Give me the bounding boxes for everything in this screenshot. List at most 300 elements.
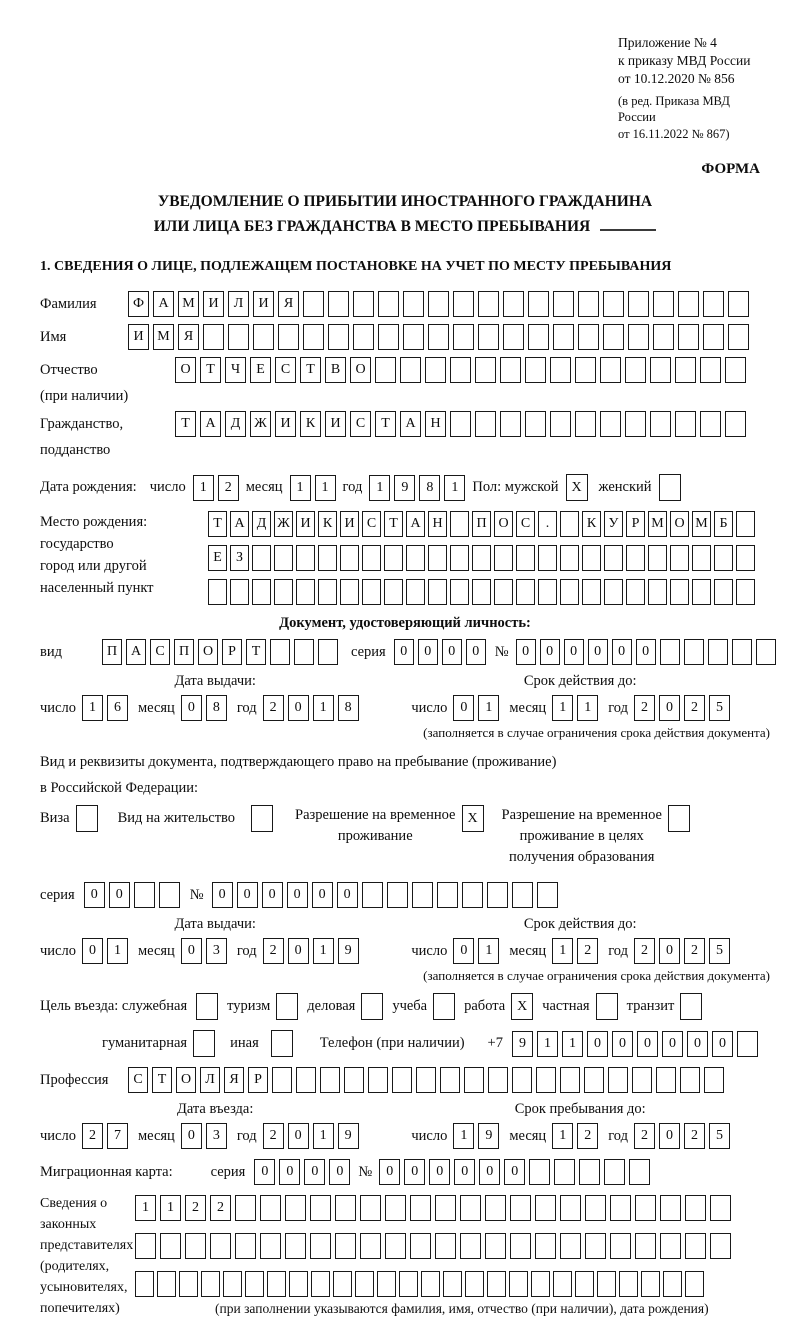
char-cell-filled[interactable]: О (494, 511, 513, 537)
char-cell-filled[interactable]: Я (178, 324, 199, 350)
char-cell-empty[interactable] (320, 1067, 340, 1093)
char-cell-empty[interactable] (412, 882, 433, 908)
staydoc-valid-day[interactable] (453, 938, 499, 964)
char-cell-empty[interactable] (478, 324, 499, 350)
char-cell-empty[interactable] (692, 579, 711, 605)
char-cell-empty[interactable] (475, 357, 496, 383)
char-cell-empty[interactable] (626, 579, 645, 605)
char-cell-filled[interactable]: 0 (712, 1031, 733, 1057)
char-cell-empty[interactable] (550, 411, 571, 437)
char-cell-empty[interactable] (736, 579, 755, 605)
birthplace-row3[interactable] (208, 579, 755, 605)
char-cell-empty[interactable] (160, 1233, 181, 1259)
char-cell-filled[interactable]: С (150, 639, 170, 665)
char-cell-filled[interactable]: 0 (429, 1159, 450, 1185)
staydoc-valid-year[interactable] (634, 938, 730, 964)
char-cell-empty[interactable] (310, 1195, 331, 1221)
char-cell-filled[interactable]: 0 (404, 1159, 425, 1185)
char-cell-filled[interactable]: Ч (225, 357, 246, 383)
checkbox-male[interactable] (566, 474, 588, 501)
char-cell-empty[interactable] (433, 993, 455, 1020)
char-cell-filled[interactable]: 1 (107, 938, 128, 964)
entry-month[interactable] (181, 1123, 227, 1149)
char-cell-filled[interactable]: 1 (478, 695, 499, 721)
char-cell-empty[interactable] (485, 1233, 506, 1259)
char-cell-empty[interactable] (610, 1195, 631, 1221)
char-cell-empty[interactable] (378, 324, 399, 350)
char-cell-filled[interactable]: 6 (107, 695, 128, 721)
char-cell-empty[interactable] (582, 545, 601, 571)
char-cell-empty[interactable] (453, 291, 474, 317)
representatives-row3[interactable] (135, 1271, 731, 1297)
char-cell-filled[interactable]: 7 (107, 1123, 128, 1149)
char-cell-empty[interactable] (450, 545, 469, 571)
char-cell-filled[interactable]: Т (246, 639, 266, 665)
char-cell-empty[interactable] (575, 1271, 594, 1297)
char-cell-empty[interactable] (560, 545, 579, 571)
char-cell-filled[interactable]: 2 (634, 1123, 655, 1149)
char-cell-empty[interactable] (76, 805, 98, 832)
checkbox-residence[interactable] (251, 805, 273, 832)
char-cell-filled[interactable]: Р (626, 511, 645, 537)
char-cell-empty[interactable] (318, 545, 337, 571)
char-cell-filled[interactable]: 8 (206, 695, 227, 721)
staydoc-issue-month[interactable] (181, 938, 227, 964)
char-cell-filled[interactable]: Т (300, 357, 321, 383)
char-cell-filled[interactable]: С (516, 511, 535, 537)
birthplace-row2[interactable] (208, 545, 755, 571)
char-cell-empty[interactable] (584, 1067, 604, 1093)
char-cell-empty[interactable] (435, 1233, 456, 1259)
char-cell-empty[interactable] (512, 882, 533, 908)
char-cell-filled[interactable]: 9 (394, 475, 415, 501)
char-cell-filled[interactable]: 0 (181, 1123, 202, 1149)
char-cell-filled[interactable]: И (340, 511, 359, 537)
char-cell-filled[interactable]: 0 (181, 938, 202, 964)
char-cell-filled[interactable]: 0 (588, 639, 608, 665)
char-cell-filled[interactable]: Ж (274, 511, 293, 537)
checkbox-other[interactable] (271, 1030, 293, 1057)
char-cell-empty[interactable] (425, 357, 446, 383)
profession-field[interactable] (128, 1067, 724, 1093)
char-cell-filled[interactable]: 0 (636, 639, 656, 665)
char-cell-filled[interactable]: В (325, 357, 346, 383)
char-cell-empty[interactable] (736, 545, 755, 571)
char-cell-empty[interactable] (378, 291, 399, 317)
char-cell-filled[interactable]: 1 (562, 1031, 583, 1057)
char-cell-empty[interactable] (675, 357, 696, 383)
char-cell-filled[interactable]: 9 (338, 1123, 359, 1149)
checkbox-tourism[interactable] (276, 993, 298, 1020)
char-cell-filled[interactable]: 0 (659, 695, 680, 721)
char-cell-empty[interactable] (278, 324, 299, 350)
char-cell-filled[interactable]: 0 (254, 1159, 275, 1185)
char-cell-filled[interactable]: 0 (212, 882, 233, 908)
char-cell-filled[interactable]: К (318, 511, 337, 537)
char-cell-empty[interactable] (344, 1067, 364, 1093)
char-cell-empty[interactable] (428, 324, 449, 350)
char-cell-empty[interactable] (303, 324, 324, 350)
char-cell-empty[interactable] (406, 545, 425, 571)
char-cell-empty[interactable] (196, 993, 218, 1020)
char-cell-empty[interactable] (714, 579, 733, 605)
char-cell-empty[interactable] (756, 639, 776, 665)
char-cell-filled[interactable]: А (230, 511, 249, 537)
char-cell-filled[interactable]: Т (384, 511, 403, 537)
checkbox-work[interactable] (511, 993, 533, 1020)
char-cell-empty[interactable] (318, 639, 338, 665)
char-cell-empty[interactable] (685, 1271, 704, 1297)
checkbox-rvp[interactable] (462, 805, 484, 832)
char-cell-filled[interactable]: 1 (193, 475, 214, 501)
char-cell-filled[interactable]: 0 (479, 1159, 500, 1185)
char-cell-empty[interactable] (641, 1271, 660, 1297)
char-cell-empty[interactable] (653, 324, 674, 350)
char-cell-filled[interactable]: Я (224, 1067, 244, 1093)
char-cell-empty[interactable] (333, 1271, 352, 1297)
char-cell-filled[interactable]: И (203, 291, 224, 317)
char-cell-empty[interactable] (675, 411, 696, 437)
char-cell-empty[interactable] (600, 357, 621, 383)
char-cell-empty[interactable] (487, 882, 508, 908)
char-cell-empty[interactable] (437, 882, 458, 908)
char-cell-empty[interactable] (628, 324, 649, 350)
char-cell-empty[interactable] (728, 324, 749, 350)
char-cell-filled[interactable]: К (582, 511, 601, 537)
char-cell-filled[interactable]: Б (714, 511, 733, 537)
char-cell-empty[interactable] (560, 1067, 580, 1093)
iddoc-issue-month[interactable] (181, 695, 227, 721)
char-cell-filled[interactable]: 1 (313, 695, 334, 721)
char-cell-empty[interactable] (285, 1233, 306, 1259)
char-cell-filled[interactable]: И (325, 411, 346, 437)
char-cell-filled[interactable]: 0 (659, 1123, 680, 1149)
char-cell-empty[interactable] (353, 291, 374, 317)
char-cell-empty[interactable] (462, 882, 483, 908)
char-cell-filled[interactable]: 0 (466, 639, 486, 665)
char-cell-empty[interactable] (579, 1159, 600, 1185)
char-cell-empty[interactable] (494, 579, 513, 605)
char-cell-filled[interactable]: А (126, 639, 146, 665)
char-cell-filled[interactable]: 1 (552, 1123, 573, 1149)
char-cell-filled[interactable]: Е (250, 357, 271, 383)
char-cell-empty[interactable] (245, 1271, 264, 1297)
char-cell-filled[interactable]: О (176, 1067, 196, 1093)
char-cell-filled[interactable]: 0 (612, 1031, 633, 1057)
checkbox-business[interactable] (361, 993, 383, 1020)
char-cell-filled[interactable]: 2 (577, 1123, 598, 1149)
char-cell-filled[interactable]: 2 (684, 1123, 705, 1149)
char-cell-empty[interactable] (421, 1271, 440, 1297)
checkbox-private[interactable] (596, 993, 618, 1020)
char-cell-empty[interactable] (135, 1233, 156, 1259)
char-cell-filled[interactable]: Д (252, 511, 271, 537)
char-cell-filled[interactable]: 2 (185, 1195, 206, 1221)
char-cell-empty[interactable] (635, 1195, 656, 1221)
birth-day-field[interactable] (193, 475, 239, 501)
char-cell-empty[interactable] (714, 545, 733, 571)
char-cell-empty[interactable] (648, 545, 667, 571)
char-cell-empty[interactable] (252, 545, 271, 571)
char-cell-filled[interactable]: 1 (552, 938, 573, 964)
char-cell-empty[interactable] (510, 1195, 531, 1221)
iddoc-number-field[interactable] (516, 639, 776, 665)
char-cell-empty[interactable] (296, 1067, 316, 1093)
stay-day[interactable] (453, 1123, 499, 1149)
char-cell-filled[interactable]: 0 (453, 695, 474, 721)
char-cell-filled[interactable]: 3 (206, 1123, 227, 1149)
char-cell-filled[interactable]: 0 (84, 882, 105, 908)
char-cell-filled[interactable]: 0 (659, 938, 680, 964)
char-cell-empty[interactable] (560, 579, 579, 605)
fill-in-blank-line[interactable] (600, 217, 656, 231)
char-cell-empty[interactable] (604, 1159, 625, 1185)
char-cell-filled[interactable]: X (511, 993, 533, 1020)
checkbox-humanitarian[interactable] (193, 1030, 215, 1057)
char-cell-filled[interactable]: 2 (263, 695, 284, 721)
char-cell-empty[interactable] (289, 1271, 308, 1297)
char-cell-filled[interactable]: Т (208, 511, 227, 537)
char-cell-filled[interactable]: 0 (442, 639, 462, 665)
char-cell-empty[interactable] (453, 324, 474, 350)
checkbox-official[interactable] (196, 993, 218, 1020)
char-cell-empty[interactable] (585, 1233, 606, 1259)
char-cell-empty[interactable] (608, 1067, 628, 1093)
char-cell-filled[interactable]: X (566, 474, 588, 501)
char-cell-empty[interactable] (460, 1233, 481, 1259)
stay-year[interactable] (634, 1123, 730, 1149)
char-cell-empty[interactable] (260, 1233, 281, 1259)
char-cell-filled[interactable]: 0 (288, 695, 309, 721)
char-cell-filled[interactable]: 1 (315, 475, 336, 501)
char-cell-filled[interactable]: Ф (128, 291, 149, 317)
char-cell-empty[interactable] (362, 545, 381, 571)
char-cell-empty[interactable] (494, 545, 513, 571)
char-cell-filled[interactable]: О (670, 511, 689, 537)
entry-year[interactable] (263, 1123, 359, 1149)
char-cell-empty[interactable] (274, 579, 293, 605)
char-cell-empty[interactable] (328, 324, 349, 350)
staydoc-number-field[interactable] (212, 882, 558, 908)
staydoc-valid-month[interactable] (552, 938, 598, 964)
char-cell-filled[interactable]: 1 (444, 475, 465, 501)
char-cell-filled[interactable]: 0 (337, 882, 358, 908)
char-cell-filled[interactable]: М (178, 291, 199, 317)
char-cell-filled[interactable]: М (648, 511, 667, 537)
char-cell-empty[interactable] (560, 511, 579, 537)
char-cell-filled[interactable]: Е (208, 545, 227, 571)
char-cell-filled[interactable]: 1 (478, 938, 499, 964)
char-cell-filled[interactable]: П (174, 639, 194, 665)
phone-field[interactable] (512, 1031, 758, 1057)
char-cell-filled[interactable]: 0 (504, 1159, 525, 1185)
char-cell-empty[interactable] (340, 545, 359, 571)
char-cell-empty[interactable] (368, 1067, 388, 1093)
char-cell-empty[interactable] (736, 511, 755, 537)
char-cell-empty[interactable] (478, 291, 499, 317)
char-cell-filled[interactable]: 1 (537, 1031, 558, 1057)
char-cell-empty[interactable] (410, 1195, 431, 1221)
char-cell-empty[interactable] (728, 291, 749, 317)
char-cell-filled[interactable]: 9 (338, 938, 359, 964)
char-cell-empty[interactable] (668, 805, 690, 832)
char-cell-empty[interactable] (385, 1195, 406, 1221)
char-cell-empty[interactable] (604, 579, 623, 605)
char-cell-empty[interactable] (335, 1195, 356, 1221)
char-cell-empty[interactable] (384, 579, 403, 605)
char-cell-filled[interactable]: С (362, 511, 381, 537)
char-cell-empty[interactable] (670, 545, 689, 571)
char-cell-empty[interactable] (680, 1067, 700, 1093)
char-cell-empty[interactable] (604, 545, 623, 571)
char-cell-empty[interactable] (578, 291, 599, 317)
char-cell-empty[interactable] (353, 324, 374, 350)
char-cell-empty[interactable] (700, 411, 721, 437)
birthplace-row1[interactable] (208, 511, 755, 537)
char-cell-empty[interactable] (670, 579, 689, 605)
char-cell-empty[interactable] (537, 882, 558, 908)
char-cell-empty[interactable] (535, 1233, 556, 1259)
char-cell-filled[interactable]: 2 (684, 938, 705, 964)
char-cell-empty[interactable] (685, 1233, 706, 1259)
char-cell-empty[interactable] (509, 1271, 528, 1297)
char-cell-empty[interactable] (653, 291, 674, 317)
char-cell-filled[interactable]: 2 (82, 1123, 103, 1149)
char-cell-filled[interactable]: Р (248, 1067, 268, 1093)
char-cell-empty[interactable] (553, 324, 574, 350)
char-cell-empty[interactable] (428, 579, 447, 605)
char-cell-empty[interactable] (732, 639, 752, 665)
char-cell-filled[interactable]: 0 (454, 1159, 475, 1185)
char-cell-filled[interactable]: 0 (637, 1031, 658, 1057)
char-cell-empty[interactable] (725, 357, 746, 383)
char-cell-empty[interactable] (704, 1067, 724, 1093)
char-cell-empty[interactable] (399, 1271, 418, 1297)
char-cell-empty[interactable] (450, 579, 469, 605)
char-cell-empty[interactable] (650, 411, 671, 437)
char-cell-empty[interactable] (235, 1195, 256, 1221)
char-cell-empty[interactable] (450, 511, 469, 537)
char-cell-empty[interactable] (710, 1195, 731, 1221)
char-cell-empty[interactable] (472, 579, 491, 605)
char-cell-filled[interactable]: И (128, 324, 149, 350)
char-cell-empty[interactable] (626, 545, 645, 571)
char-cell-empty[interactable] (443, 1271, 462, 1297)
char-cell-empty[interactable] (223, 1271, 242, 1297)
char-cell-filled[interactable]: 0 (540, 639, 560, 665)
char-cell-empty[interactable] (230, 579, 249, 605)
char-cell-empty[interactable] (428, 291, 449, 317)
char-cell-empty[interactable] (503, 291, 524, 317)
char-cell-empty[interactable] (553, 1271, 572, 1297)
char-cell-filled[interactable]: 2 (218, 475, 239, 501)
entry-day[interactable] (82, 1123, 128, 1149)
char-cell-filled[interactable]: 8 (338, 695, 359, 721)
char-cell-filled[interactable]: X (462, 805, 484, 832)
char-cell-empty[interactable] (252, 579, 271, 605)
char-cell-empty[interactable] (274, 545, 293, 571)
char-cell-empty[interactable] (692, 545, 711, 571)
name-field[interactable] (128, 324, 749, 350)
char-cell-empty[interactable] (360, 1233, 381, 1259)
char-cell-filled[interactable]: 0 (279, 1159, 300, 1185)
char-cell-empty[interactable] (134, 882, 155, 908)
char-cell-filled[interactable]: 0 (418, 639, 438, 665)
char-cell-empty[interactable] (525, 411, 546, 437)
char-cell-filled[interactable]: 0 (587, 1031, 608, 1057)
char-cell-empty[interactable] (296, 579, 315, 605)
char-cell-empty[interactable] (710, 1233, 731, 1259)
char-cell-empty[interactable] (650, 357, 671, 383)
char-cell-filled[interactable]: Д (225, 411, 246, 437)
char-cell-filled[interactable]: Н (428, 511, 447, 537)
char-cell-empty[interactable] (500, 357, 521, 383)
char-cell-empty[interactable] (660, 1195, 681, 1221)
checkbox-female[interactable] (659, 474, 681, 501)
char-cell-filled[interactable]: 1 (313, 1123, 334, 1149)
char-cell-filled[interactable]: 0 (288, 1123, 309, 1149)
checkbox-rvp-education[interactable] (668, 805, 690, 832)
char-cell-filled[interactable]: И (253, 291, 274, 317)
char-cell-filled[interactable]: К (300, 411, 321, 437)
char-cell-empty[interactable] (659, 474, 681, 501)
char-cell-empty[interactable] (360, 1195, 381, 1221)
char-cell-filled[interactable]: 0 (181, 695, 202, 721)
char-cell-empty[interactable] (487, 1271, 506, 1297)
char-cell-empty[interactable] (406, 579, 425, 605)
checkbox-transit[interactable] (680, 993, 702, 1020)
char-cell-empty[interactable] (554, 1159, 575, 1185)
char-cell-empty[interactable] (550, 357, 571, 383)
char-cell-empty[interactable] (185, 1233, 206, 1259)
char-cell-empty[interactable] (635, 1233, 656, 1259)
char-cell-empty[interactable] (416, 1067, 436, 1093)
char-cell-empty[interactable] (597, 1271, 616, 1297)
char-cell-filled[interactable]: 0 (612, 639, 632, 665)
char-cell-filled[interactable]: Я (278, 291, 299, 317)
char-cell-empty[interactable] (578, 324, 599, 350)
iddoc-issue-day[interactable] (82, 695, 128, 721)
char-cell-empty[interactable] (737, 1031, 758, 1057)
char-cell-filled[interactable]: А (400, 411, 421, 437)
char-cell-empty[interactable] (529, 1159, 550, 1185)
char-cell-filled[interactable]: 1 (577, 695, 598, 721)
char-cell-empty[interactable] (340, 579, 359, 605)
iddoc-valid-day[interactable] (453, 695, 499, 721)
char-cell-filled[interactable]: 0 (564, 639, 584, 665)
char-cell-filled[interactable]: 0 (288, 938, 309, 964)
char-cell-empty[interactable] (318, 579, 337, 605)
char-cell-filled[interactable]: 0 (453, 938, 474, 964)
char-cell-filled[interactable]: 2 (263, 1123, 284, 1149)
char-cell-empty[interactable] (680, 993, 702, 1020)
char-cell-empty[interactable] (251, 805, 273, 832)
char-cell-empty[interactable] (516, 579, 535, 605)
char-cell-filled[interactable]: О (350, 357, 371, 383)
char-cell-filled[interactable]: Л (200, 1067, 220, 1093)
char-cell-empty[interactable] (201, 1271, 220, 1297)
char-cell-empty[interactable] (575, 411, 596, 437)
char-cell-filled[interactable]: 2 (263, 938, 284, 964)
char-cell-empty[interactable] (625, 357, 646, 383)
char-cell-empty[interactable] (535, 1195, 556, 1221)
char-cell-empty[interactable] (294, 639, 314, 665)
iddoc-issue-year[interactable] (263, 695, 359, 721)
char-cell-filled[interactable]: 0 (237, 882, 258, 908)
char-cell-filled[interactable]: 0 (394, 639, 414, 665)
char-cell-empty[interactable] (660, 1233, 681, 1259)
migcard-number-field[interactable] (379, 1159, 650, 1185)
